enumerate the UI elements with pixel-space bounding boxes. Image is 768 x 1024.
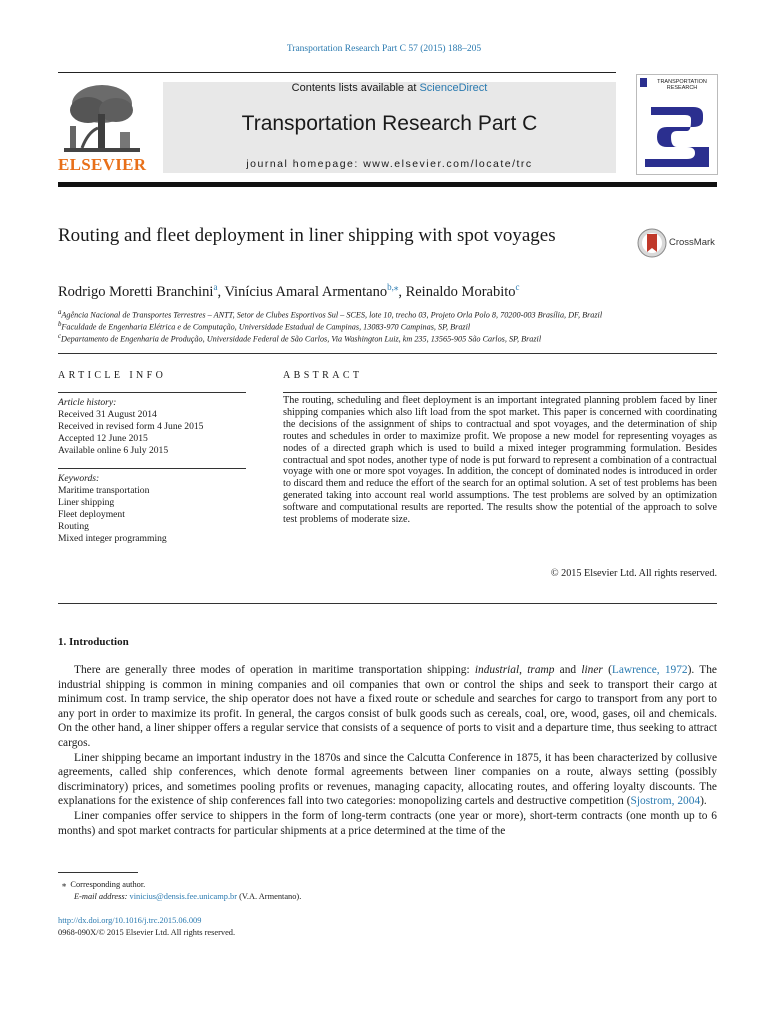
citation-link[interactable]: Lawrence, 1972 [611, 664, 688, 676]
journal-reference[interactable]: Transportation Research Part C 57 (2015) 188–205 [286, 44, 482, 54]
journal-header-box [163, 82, 616, 173]
keywords-label: Keywords: [58, 473, 100, 484]
text-run: , [519, 664, 528, 676]
keyword-item: Routing [58, 521, 89, 532]
article-title: Routing and fleet deployment in liner shipping with spot voyages [58, 225, 556, 246]
affiliation-c [58, 333, 718, 344]
history-accepted: Accepted 12 June 2015 [58, 433, 148, 444]
footnote-mark: ⁎ [62, 880, 67, 889]
footnote-text: Corresponding author. [70, 880, 146, 889]
contents-prefix: Contents lists available at [291, 82, 417, 94]
history-label: Article history: [58, 397, 117, 408]
email-note [74, 892, 301, 901]
paragraph: Liner companies offer service to shippers in the form of long-term contracts (one year or more), short-term contracts (one month up to 6 months) and spot market contracts for particular shipments at a price determined at the time of the [58, 809, 717, 837]
abstract-copyright: © 2015 Elsevier Ltd. All rights reserved. [550, 568, 717, 579]
paragraph [58, 663, 717, 751]
contents-line [163, 82, 616, 94]
corresponding-author-note [62, 879, 145, 889]
email-label: E-mail address: [74, 892, 128, 901]
term-liner: liner [581, 664, 603, 676]
crossmark-label: CrossMark [669, 237, 715, 248]
doi-link[interactable]: http://dx.doi.org/10.1016/j.trc.2015.06.009 [58, 916, 202, 925]
author-separator: , [217, 283, 225, 300]
history-online: Available online 6 July 2015 [58, 445, 169, 456]
author-affiliation-mark[interactable]: b,⁎ [387, 282, 399, 292]
affiliation-mark: b [58, 321, 62, 328]
cover-title: TRANSPORTATION RESEARCH [657, 79, 707, 91]
affiliation-text: Agência Nacional de Transportes Terrestres – ANTT, Setor de Clubes Esportivos Sul – SCES, lote 10, trecho 03, Projeto Orla Polo 8, 70200-003 Brasília, DF, Brazil [61, 310, 603, 320]
abstract-heading: ABSTRACT [283, 370, 363, 381]
section-rule [58, 353, 717, 354]
introduction-heading: 1. Introduction [58, 636, 129, 648]
header-thick-rule [58, 182, 717, 187]
text-run: ). The industrial shipping is common in mining companies and oil companies that own or control the ships and seek to transport their cargo at minimum cost. In tramp service, the ship operator does not have a fixed route or schedule and searches for cargo to transport from any port to any port in order to maximize its profit. In general, the cargos consist of bulk goods such as cereals, coal, ore, wood, gases, oil and chemicals. On the other hand, a liner shipper offers a regular service that consists of a sequence of ports to visit and a departure time, thus seeking to attract cargos. [58, 664, 717, 749]
top-rule [58, 72, 616, 73]
text-run: and [554, 664, 582, 676]
affiliation-mark: a [58, 309, 62, 316]
text-run: There are generally three modes of operation in maritime transportation shipping: [74, 664, 475, 676]
email-suffix: (V.A. Armentano). [237, 892, 302, 901]
keyword-item: Maritime transportation [58, 485, 150, 496]
affiliation-text: Departamento de Engenharia de Produção, Universidade Federal de São Carlos, Via Washington Luiz, km 235, 13565-905 São Carlos, SP, Brazil [61, 334, 542, 344]
keyword-item: Liner shipping [58, 497, 115, 508]
author-name: Vinícius Amaral Armentano [224, 283, 388, 300]
text-run: Liner shipping became an important industry in the 1870s and since the Calcutta Conference in 1875, it has been characterized by collusive agreements, called ship conferences, which denote formal agreements between liner companies on a route, always setting (possibly discriminatory) prices, and sometimes pooling profits or revenues, managing capacity, allocating routes, and offering loyalty discounts. The explanations for the existence of ship conferences fall into two categories: monopolizing cartels and destructive competition ( [58, 751, 717, 808]
text-run: ). [700, 795, 707, 808]
article-info-heading: ARTICLE INFO [58, 370, 167, 381]
introduction-body [58, 663, 717, 838]
keywords-rule [58, 468, 246, 469]
abstract-text: The routing, scheduling and fleet deployment is an important integrated planning problem faced by liner shipping companies which also lift load from the spot market. This paper is concerned with coordinating the decisions of the assignment of ships to contractual and spot voyages, and the determination of ship routes and schedules in order to maximize profit. We propose a new model for representing voyages as nodes of a directed graph which is used to build a mixed integer programming formulation. Besides contractual and spot nodes, another type of node is put forward to represent a combination of a contractual voyage with one or more spot voyages. In addition, the concept of dominated nodes is introduced in order to discard them and reduce the effort of the search for an optimal solution. A set of test problems has been generated taking into account real world assumptions. The test problems are solved by an optimization software and computational results are reported. The results show the potential of the approach to solve test problems of moderate size. [283, 395, 717, 526]
crossmark-icon [637, 228, 667, 258]
tree-icon [58, 82, 144, 154]
paragraph [58, 751, 717, 809]
elsevier-wordmark: ELSEVIER [58, 155, 147, 174]
author-name: Reinaldo Morabito [405, 283, 516, 300]
email-link[interactable]: vinicius@densis.fee.unicamp.br [129, 892, 238, 901]
issn-line: 0968-090X/© 2015 Elsevier Ltd. All rights reserved. [58, 928, 236, 937]
term-industrial: industrial [474, 664, 520, 676]
history-revised: Received in revised form 4 June 2015 [58, 421, 204, 432]
affiliation-a [58, 309, 718, 320]
abstract-rule [283, 392, 717, 393]
affiliation-mark: c [58, 333, 62, 340]
crossmark-badge[interactable] [637, 228, 727, 258]
history-received: Received 31 August 2014 [58, 409, 157, 420]
author-affiliation-mark[interactable]: c [515, 282, 520, 292]
journal-cover-thumbnail [636, 74, 718, 175]
journal-homepage[interactable]: journal homepage: www.elsevier.com/locate/trc [246, 158, 533, 170]
affiliation-text: Faculdade de Engenharia Elétrica e de Computação, Universidade Estadual de Campinas, 13083-970 Campinas, SP, Brazil [61, 322, 471, 332]
author-affiliation-mark[interactable]: a [213, 282, 218, 292]
text-run: ( [602, 664, 612, 676]
author-separator: , [398, 283, 406, 300]
sciencedirect-link[interactable]: ScienceDirect [419, 82, 488, 94]
affiliation-b [58, 321, 718, 332]
keyword-item: Mixed integer programming [58, 533, 167, 544]
citation-link[interactable]: Sjostrom, 2004 [630, 795, 701, 808]
keyword-item: Fleet deployment [58, 509, 125, 520]
footnote-rule [58, 872, 138, 873]
section-rule [58, 603, 717, 604]
author-name: Rodrigo Moretti Branchini [58, 283, 214, 300]
journal-title: Transportation Research Part C [241, 112, 538, 135]
author-list [58, 282, 520, 301]
term-tramp: tramp [527, 664, 555, 676]
article-info-rule [58, 392, 246, 393]
